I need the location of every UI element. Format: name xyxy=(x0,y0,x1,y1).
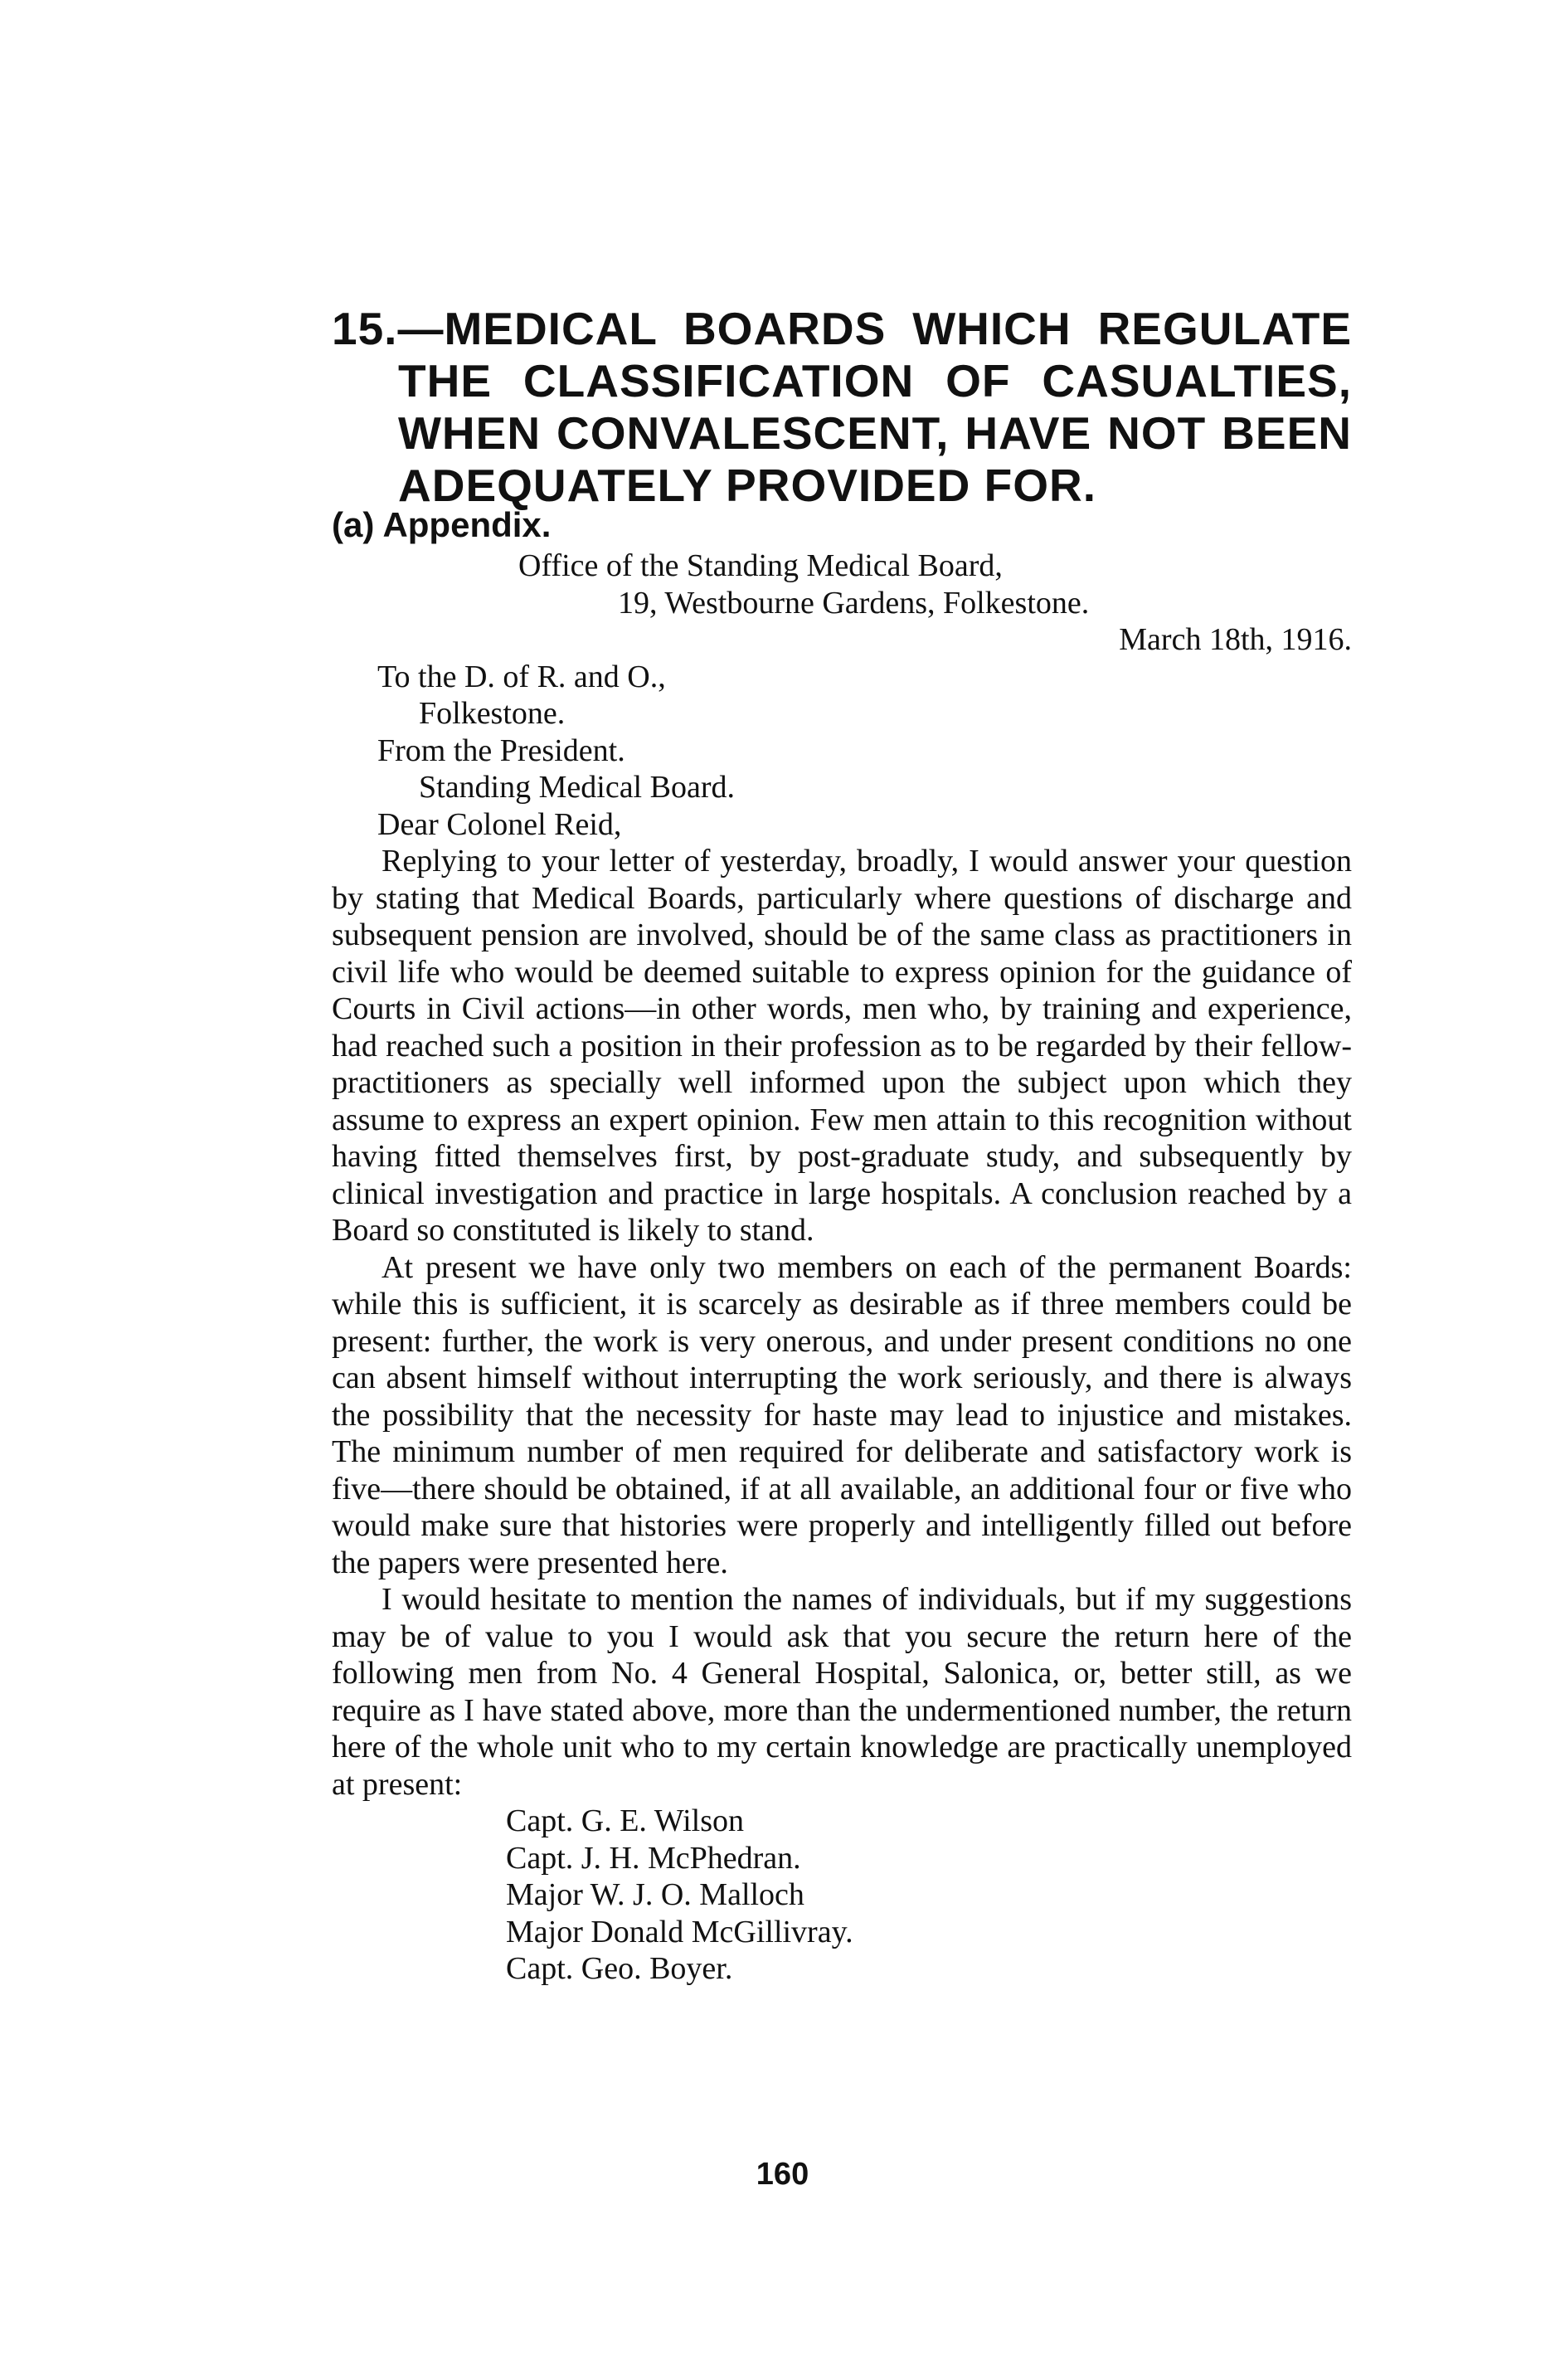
list-item: Major W. J. O. Malloch xyxy=(506,1877,804,1912)
names-list xyxy=(332,1803,1352,1988)
heading-line: THE CLASSIFICATION OF CASUALTIES, xyxy=(398,355,1352,406)
appendix-label: (a) Appendix. xyxy=(332,505,552,544)
body-paragraph: At present we have only two members on each of the permanent Boards: while this is sufficient, it is scarcely as desirable as if three members could be present: further, the work is very onerous, and under present conditions no one can absent himself without interrupting the work seriously, and there is always the possibility that the necessity for haste may lead to injustice and mistakes. The minimum number of men required for deliberate and satisfactory work is five—there should be obtained, if at all available, an additional four or five who would make sure that histories were properly and intelligently filled out before the papers were presented here. xyxy=(332,1249,1352,1580)
recipient-place: Folkestone. xyxy=(419,696,566,731)
sender-line: From the President. xyxy=(377,732,625,768)
heading-line: 15.—MEDICAL BOARDS WHICH REGULATE xyxy=(332,303,1352,354)
list-item: Capt. Geo. Boyer. xyxy=(506,1951,733,1986)
page-number: 160 xyxy=(756,2157,809,2192)
heading-line: WHEN CONVALESCENT, HAVE NOT BEEN xyxy=(398,407,1352,459)
sender-title: Standing Medical Board. xyxy=(419,770,735,805)
body-paragraph: Replying to your letter of yesterday, broadly, I would answer your question by stating that Medical Boards, particularly where questions of discharge and subsequent pension are involved, should be of the same class as practitioners in civil life who would be deemed suitable to express opinion for the guidance of Courts in Civil actions—in other words, men who, by training and experience, had reached such a position in their profession as to be regarded by their fellow-practitioners as specially well informed upon the subject upon which they assume to express an expert opinion. Few men attain to this recognition without having fitted themselves first, by post-graduate study, and subsequently by clinical investigation and practice in large hospitals. A conclusion reached by a Board so constituted is likely to stand. xyxy=(332,844,1352,1248)
letter-date: March 18th, 1916. xyxy=(1119,622,1352,657)
heading-line: ADEQUATELY PROVIDED FOR. xyxy=(398,460,1096,511)
letterhead-address: 19, Westbourne Gardens, Folkestone. xyxy=(618,585,1090,621)
section-heading xyxy=(332,303,1352,512)
list-item: Capt. J. H. McPhedran. xyxy=(506,1840,801,1876)
letter xyxy=(332,548,1352,1988)
recipient-line: To the D. of R. and O., xyxy=(377,659,666,694)
body-paragraph: I would hesitate to mention the names of individuals, but if my suggestions may be of value to you I would ask that you secure the return here of the following men from No. 4 General Hospital, Salonica, or, better still, as we require as I have stated above, more than the undermentioned number, the return here of the whole unit who to my certain knowledge are practically unemployed at present: xyxy=(332,1582,1352,1802)
salutation: Dear Colonel Reid, xyxy=(377,806,622,842)
letterhead-office: Office of the Standing Medical Board, xyxy=(518,548,1003,583)
list-item: Major Donald McGillivray. xyxy=(506,1914,853,1949)
list-item: Capt. G. E. Wilson xyxy=(506,1803,744,1838)
